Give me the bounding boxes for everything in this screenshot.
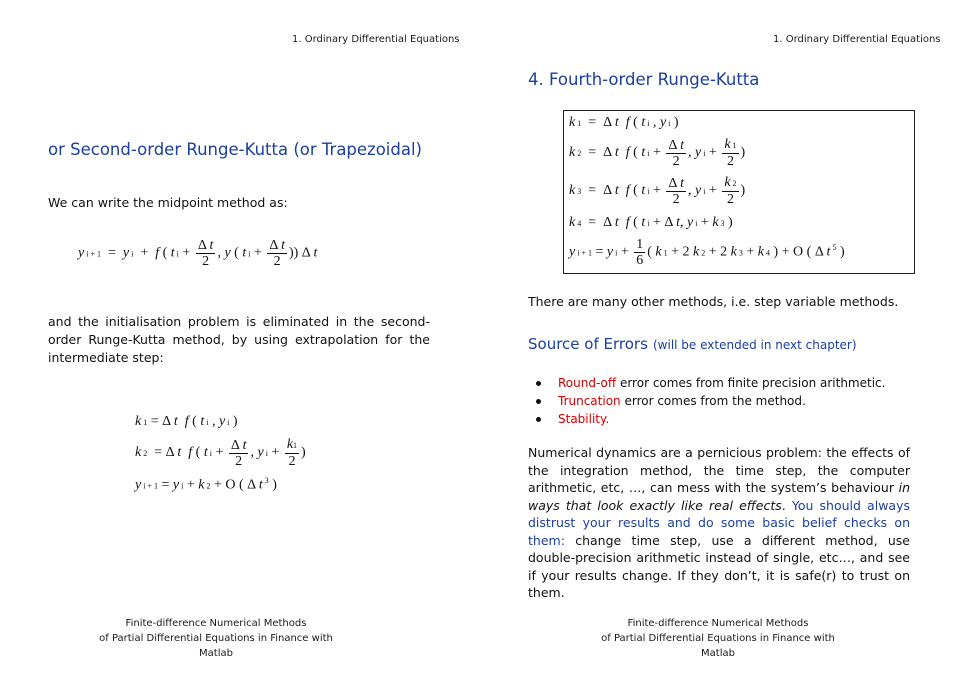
- error-item-stability-label: Stability.: [558, 412, 610, 426]
- rk2-k1-formula: k 1 = Δ t f ( t i , y i ): [135, 414, 238, 429]
- error-item-roundoff: [548, 375, 885, 391]
- left-footer-line2: of Partial Differential Equations in Finance with Matlab: [99, 633, 333, 659]
- rk2-update-formula: y i + 1 = y i + k 2 + O ( Δ t $^3$ ): [135, 476, 277, 493]
- left-paragraph: and the initialisation problem is eliminated in the second-order Runge-Kutta method, by using extrapolation for the intermediate step:: [48, 314, 430, 365]
- rk2-k2-formula: k 2 = Δ t f ( t i + $\frac{\text{Δ t}}{2}$ , y i + $\frac{k1}{2}$ ): [135, 437, 306, 469]
- right-page-header: 1. Ordinary Differential Equations: [773, 34, 941, 45]
- paragraph-advice-rest: change time step, use a different method, use double-precision arithmetic instead of single, etc…, and see if your results change. If they don’t, it is safe(r) to trust on them.: [528, 532, 910, 600]
- rk4-update-formula: y i + 1 = y i + $\frac{1}{6}$ ( k 1 + 2 k 2 + 2 k 3 + k 4 ) + O ( Δ t $^5$ ): [569, 237, 845, 268]
- error-item-truncation-desc: error comes from the method.: [620, 394, 806, 408]
- right-section-title: 4. Fourth-order Runge-Kutta: [528, 70, 760, 89]
- rk4-k3-formula: k 3 = Δ t f ( t i + $\frac{\text{Δ t}}{2}$ , y i + $\frac{k 2}{2}$ ): [569, 175, 746, 207]
- paragraph-italic-text: in ways that look exactly like real effects: [528, 480, 910, 513]
- left-intro-text: We can write the midpoint method as:: [48, 195, 288, 210]
- right-footer-line1: Finite-difference Numerical Methods: [627, 618, 809, 629]
- error-item-truncation-label: Truncation: [558, 394, 621, 408]
- paragraph-period: .: [781, 497, 792, 513]
- error-sources-list: [548, 375, 885, 429]
- error-item-roundoff-label: Round-off: [558, 376, 617, 390]
- error-item-truncation: [548, 393, 885, 409]
- left-footer-line1: Finite-difference Numerical Methods: [125, 618, 307, 629]
- right-footer: [588, 616, 848, 661]
- error-item-roundoff-desc: error comes from finite precision arithmetic.: [616, 376, 886, 390]
- errors-note: (will be extended in next chapter): [652, 338, 857, 352]
- left-footer: [86, 616, 346, 661]
- rk4-k2-formula: k 2 = Δ t f ( t i + $\frac{\text{Δ t}}{2}$ , y i + $\frac{k 1}{2}$ ): [569, 137, 746, 169]
- other-methods-text: There are many other methods, i.e. step variable methods.: [528, 294, 899, 309]
- errors-title: Source of Errors: [528, 335, 648, 353]
- paragraph-text: Numerical dynamics are a pernicious problem: the effects of the integration method, the time step, the computer arithmetic, etc, …, can mess with the system’s behaviour: [528, 445, 910, 495]
- errors-heading: [528, 334, 857, 353]
- left-section-title: or Second-order Runge-Kutta (or Trapezoidal): [48, 140, 422, 159]
- rk4-k4-formula: k 4 = Δ t f ( t i + Δ t, y i + k 3 ): [569, 215, 733, 230]
- numerical-dynamics-paragraph: [528, 444, 910, 602]
- rk4-k1-formula: k 1 = Δ t f ( t i , y i ): [569, 115, 679, 130]
- rk4-formula-box: [563, 110, 915, 274]
- error-item-stability: [548, 411, 885, 427]
- midpoint-formula: y i + 1 = y i + f ( t i + $\frac{\text{Δ t}}{2}$ , y ( t i + $\frac{\text{Δ t}}{2}$ )) Δ t: [78, 238, 318, 269]
- right-footer-line2: of Partial Differential Equations in Finance with Matlab: [601, 633, 835, 659]
- left-page-header: 1. Ordinary Differential Equations: [292, 34, 460, 45]
- paragraph-advice-highlight: You should always distrust your results and do some basic belief checks on them:: [528, 497, 910, 548]
